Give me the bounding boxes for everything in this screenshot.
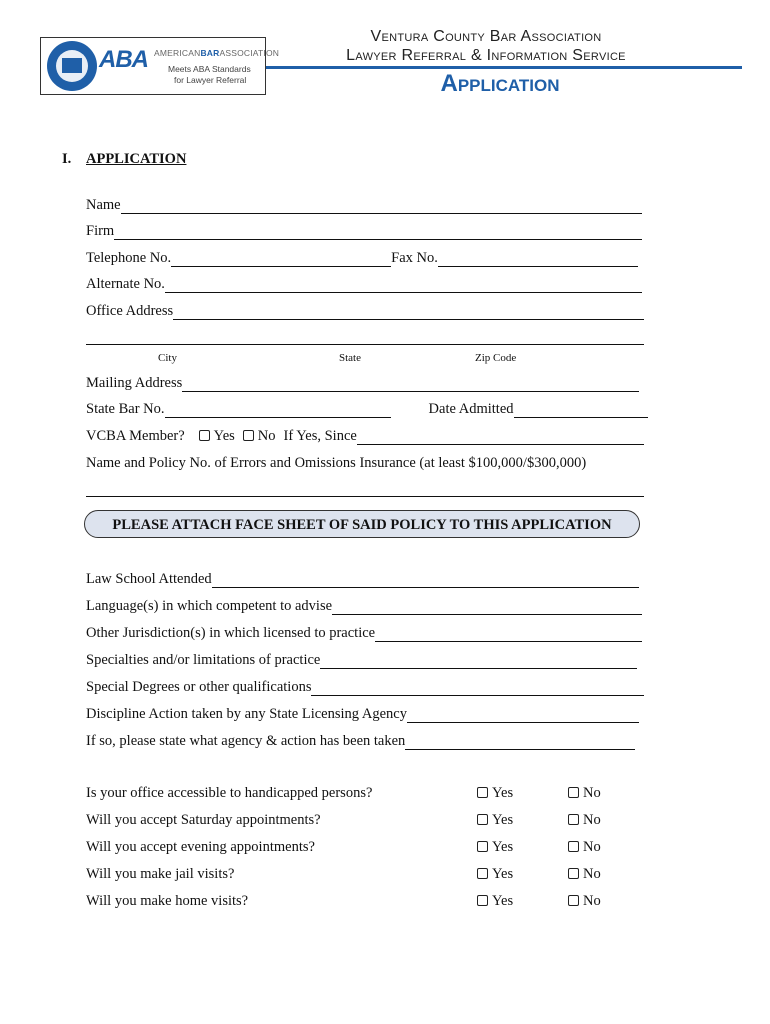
checkbox-icon[interactable] — [568, 814, 579, 825]
telephone-label: Telephone No. — [86, 250, 172, 266]
checkbox-icon[interactable] — [477, 841, 488, 852]
office-address-label: Office Address — [86, 303, 174, 319]
aba-standard-line2: for Lawyer Referral — [174, 75, 247, 85]
yes-label: Yes — [492, 866, 514, 882]
if-yes-since-label: If Yes, Since — [283, 428, 357, 444]
specialties-row — [86, 649, 637, 669]
mailing-address-field[interactable] — [182, 377, 639, 392]
vcba-member-row — [86, 425, 644, 445]
question-accessible-yes[interactable] — [477, 785, 513, 802]
mailing-address-label: Mailing Address — [86, 375, 183, 391]
checkbox-icon[interactable] — [477, 895, 488, 906]
aba-logo-box — [40, 37, 280, 95]
checkbox-icon[interactable] — [568, 895, 579, 906]
specialties-field[interactable] — [320, 654, 637, 669]
alternate-label: Alternate No. — [86, 276, 165, 292]
discipline-row — [86, 703, 639, 723]
vcba-member-label: VCBA Member? — [86, 428, 185, 444]
degrees-field[interactable] — [311, 681, 644, 696]
checkbox-icon[interactable] — [477, 868, 488, 879]
question-jail-no[interactable] — [568, 866, 601, 883]
checkbox-icon[interactable] — [243, 430, 254, 441]
alternate-field[interactable] — [165, 278, 642, 293]
section-number: I. — [62, 151, 72, 167]
fax-label: Fax No. — [391, 250, 438, 266]
discipline-label: Discipline Action taken by any State Licensing Agency — [86, 706, 407, 722]
jurisdictions-label: Other Jurisdiction(s) in which licensed to practice — [86, 625, 376, 641]
page-title: Application — [440, 70, 560, 97]
question-saturday-no[interactable] — [568, 812, 601, 829]
name-row — [86, 194, 642, 214]
no-label: No — [583, 812, 601, 828]
languages-field[interactable] — [332, 600, 642, 615]
law-school-row — [86, 568, 639, 588]
insurance-label: Name and Policy No. of Errors and Omissions Insurance (at least $100,000/$300,000) — [86, 455, 587, 471]
vcba-no-label: No — [257, 428, 276, 444]
yes-label: Yes — [492, 785, 514, 801]
phone-fax-row — [86, 247, 638, 267]
no-label: No — [583, 785, 601, 801]
vcba-no-option[interactable] — [243, 428, 276, 445]
firm-field[interactable] — [114, 225, 642, 240]
languages-row — [86, 595, 642, 615]
vcba-yes-label: Yes — [213, 428, 235, 444]
vcba-yes-option[interactable] — [199, 428, 235, 445]
aba-logo-mark: ABA — [99, 46, 148, 73]
question-home: Will you make home visits? — [86, 893, 249, 909]
checkbox-icon[interactable] — [568, 841, 579, 852]
no-label: No — [583, 893, 601, 909]
languages-label: Language(s) in which competent to advise — [86, 598, 333, 614]
no-label: No — [583, 839, 601, 855]
header-rule — [266, 66, 742, 69]
question-accessible-no[interactable] — [568, 785, 601, 802]
header-service-name: Lawyer Referral & Information Service — [346, 47, 626, 64]
degrees-label: Special Degrees or other qualifications — [86, 679, 312, 695]
question-home-yes[interactable] — [477, 893, 513, 910]
yes-label: Yes — [492, 812, 514, 828]
if-yes-since-field[interactable] — [357, 430, 644, 445]
checkbox-icon[interactable] — [568, 787, 579, 798]
insurance-row — [86, 452, 646, 472]
checkbox-icon[interactable] — [477, 787, 488, 798]
agency-action-label: If so, please state what agency & action has been taken — [86, 733, 406, 749]
aba-standard-line1: Meets ABA Standards — [168, 64, 251, 74]
vcba-seal-icon — [47, 41, 97, 91]
question-saturday-yes[interactable] — [477, 812, 513, 829]
aba-name: AMERICANBARASSOCIATION — [154, 48, 280, 58]
question-saturday: Will you accept Saturday appointments? — [86, 812, 321, 828]
specialties-label: Specialties and/or limitations of practice — [86, 652, 321, 668]
agency-action-row — [86, 730, 635, 750]
bar-date-row — [86, 398, 648, 418]
date-admitted-field[interactable] — [514, 403, 649, 418]
question-evening-no[interactable] — [568, 839, 601, 856]
name-field[interactable] — [121, 199, 642, 214]
mailing-address-row — [86, 372, 639, 392]
agency-action-field[interactable] — [405, 735, 635, 750]
question-evening-yes[interactable] — [477, 839, 513, 856]
date-admitted-label: Date Admitted — [428, 401, 514, 417]
fax-field[interactable] — [438, 252, 638, 267]
discipline-field[interactable] — [407, 708, 639, 723]
state-caption: State — [339, 352, 361, 364]
yes-label: Yes — [492, 893, 514, 909]
checkbox-icon[interactable] — [568, 868, 579, 879]
insurance-field[interactable] — [86, 482, 644, 497]
checkbox-icon[interactable] — [199, 430, 210, 441]
firm-label: Firm — [86, 223, 115, 239]
question-evening: Will you accept evening appointments? — [86, 839, 315, 855]
checkbox-icon[interactable] — [477, 814, 488, 825]
telephone-field[interactable] — [171, 252, 391, 267]
jurisdictions-row — [86, 622, 642, 642]
alternate-row — [86, 273, 642, 293]
office-address-row — [86, 300, 644, 320]
question-home-no[interactable] — [568, 893, 601, 910]
yes-label: Yes — [492, 839, 514, 855]
city-caption: City — [158, 352, 177, 364]
header-org-name: Ventura County Bar Association — [370, 28, 602, 45]
state-bar-field[interactable] — [165, 403, 391, 418]
attach-policy-notice: PLEASE ATTACH FACE SHEET OF SAID POLICY TO THIS APPLICATION — [84, 510, 640, 538]
name-label: Name — [86, 197, 121, 213]
law-school-label: Law School Attended — [86, 571, 212, 587]
zip-caption: Zip Code — [475, 352, 517, 364]
firm-row — [86, 220, 642, 240]
office-address-field[interactable] — [173, 305, 644, 320]
state-bar-label: State Bar No. — [86, 401, 165, 417]
city-state-zip-field[interactable] — [86, 330, 644, 345]
degrees-row — [86, 676, 644, 696]
question-accessible: Is your office accessible to handicapped persons? — [86, 785, 373, 801]
section-title: APPLICATION — [86, 151, 187, 167]
law-school-field[interactable] — [212, 573, 639, 588]
no-label: No — [583, 866, 601, 882]
question-jail: Will you make jail visits? — [86, 866, 235, 882]
question-jail-yes[interactable] — [477, 866, 513, 883]
jurisdictions-field[interactable] — [375, 627, 642, 642]
